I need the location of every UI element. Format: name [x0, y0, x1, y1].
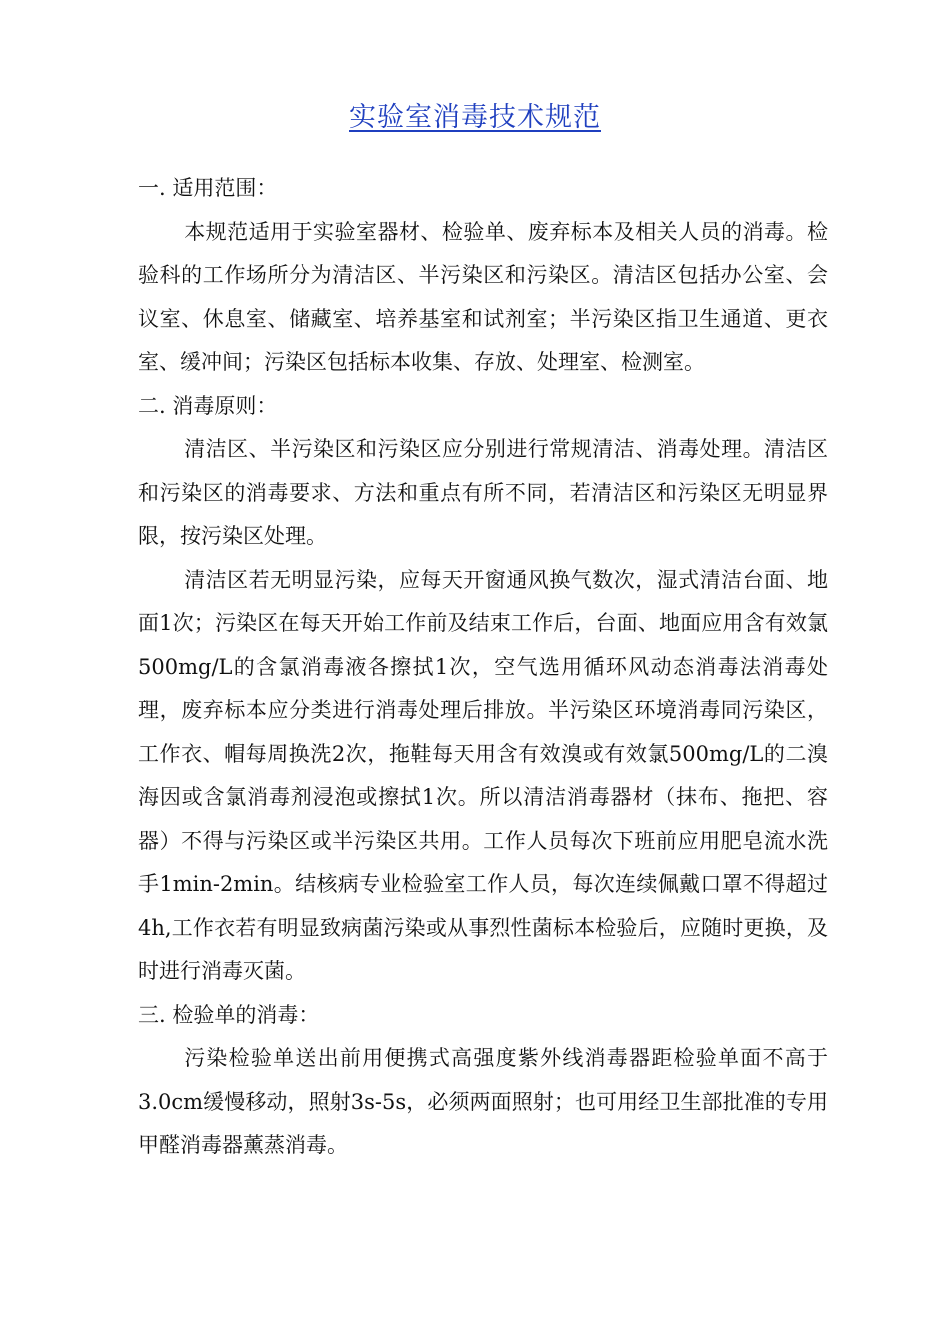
- paragraph: 本规范适用于实验室器材、检验单、废弃标本及相关人员的消毒。检验科的工作场所分为清洁区、半污染区和污染区。清洁区包括办公室、会议室、休息室、储藏室、培养基室和试剂室；半污染区指卫生通道、更衣室、缓冲间；污染区包括标本收集、存放、处理室、检测室。: [138, 219, 828, 374]
- section-heading: 二. 消毒原则：: [138, 393, 278, 418]
- document-title: 实验室消毒技术规范: [349, 102, 601, 133]
- document-body: [138, 167, 828, 1168]
- paragraph: 清洁区若无明显污染，应每天开窗通风换气数次，湿式清洁台面、地面1次；污染区在每天开始工作前及结束工作后，台面、地面应用含有效氯500mg/L的含氯消毒液各擦拭1次，空气选用循环风动态消毒法消毒处理，废弃标本应分类进行消毒处理后排放。半污染区环境消毒同污染区，工作衣、帽每周换洗2次，拖鞋每天用含有效溴或有效氯500mg/L的二溴海因或含氯消毒剂浸泡或擦拭1次。所以清洁消毒器材（抹布、拖把、容器）不得与污染区或半污染区共用。工作人员每次下班前应用肥皂流水洗手1min-2min。结核病专业检验室工作人员，每次连续佩戴口罩不得超过4h,工作衣若有明显致病菌污染或从事烈性菌标本检验后，应随时更换，及时进行消毒灭菌。: [138, 567, 828, 983]
- section-scope: [138, 167, 828, 385]
- section-test-form-disinfection: [138, 994, 828, 1168]
- section-heading: 一. 适用范围：: [138, 176, 278, 200]
- paragraph: 污染检验单送出前用便携式高强度紫外线消毒器距检验单面不高于3.0cm缓慢移动，照射3s-5s，必须两面照射；也可用经卫生部批准的专用甲醛消毒器薰蒸消毒。: [138, 1046, 828, 1157]
- section-heading: 三. 检验单的消毒：: [138, 1002, 320, 1027]
- section-principles: [138, 385, 828, 994]
- paragraph: 清洁区、半污染区和污染区应分别进行常规清洁、消毒处理。清洁区和污染区的消毒要求、方法和重点有所不同，若清洁区和污染区无明显界限，按污染区处理。: [138, 437, 828, 548]
